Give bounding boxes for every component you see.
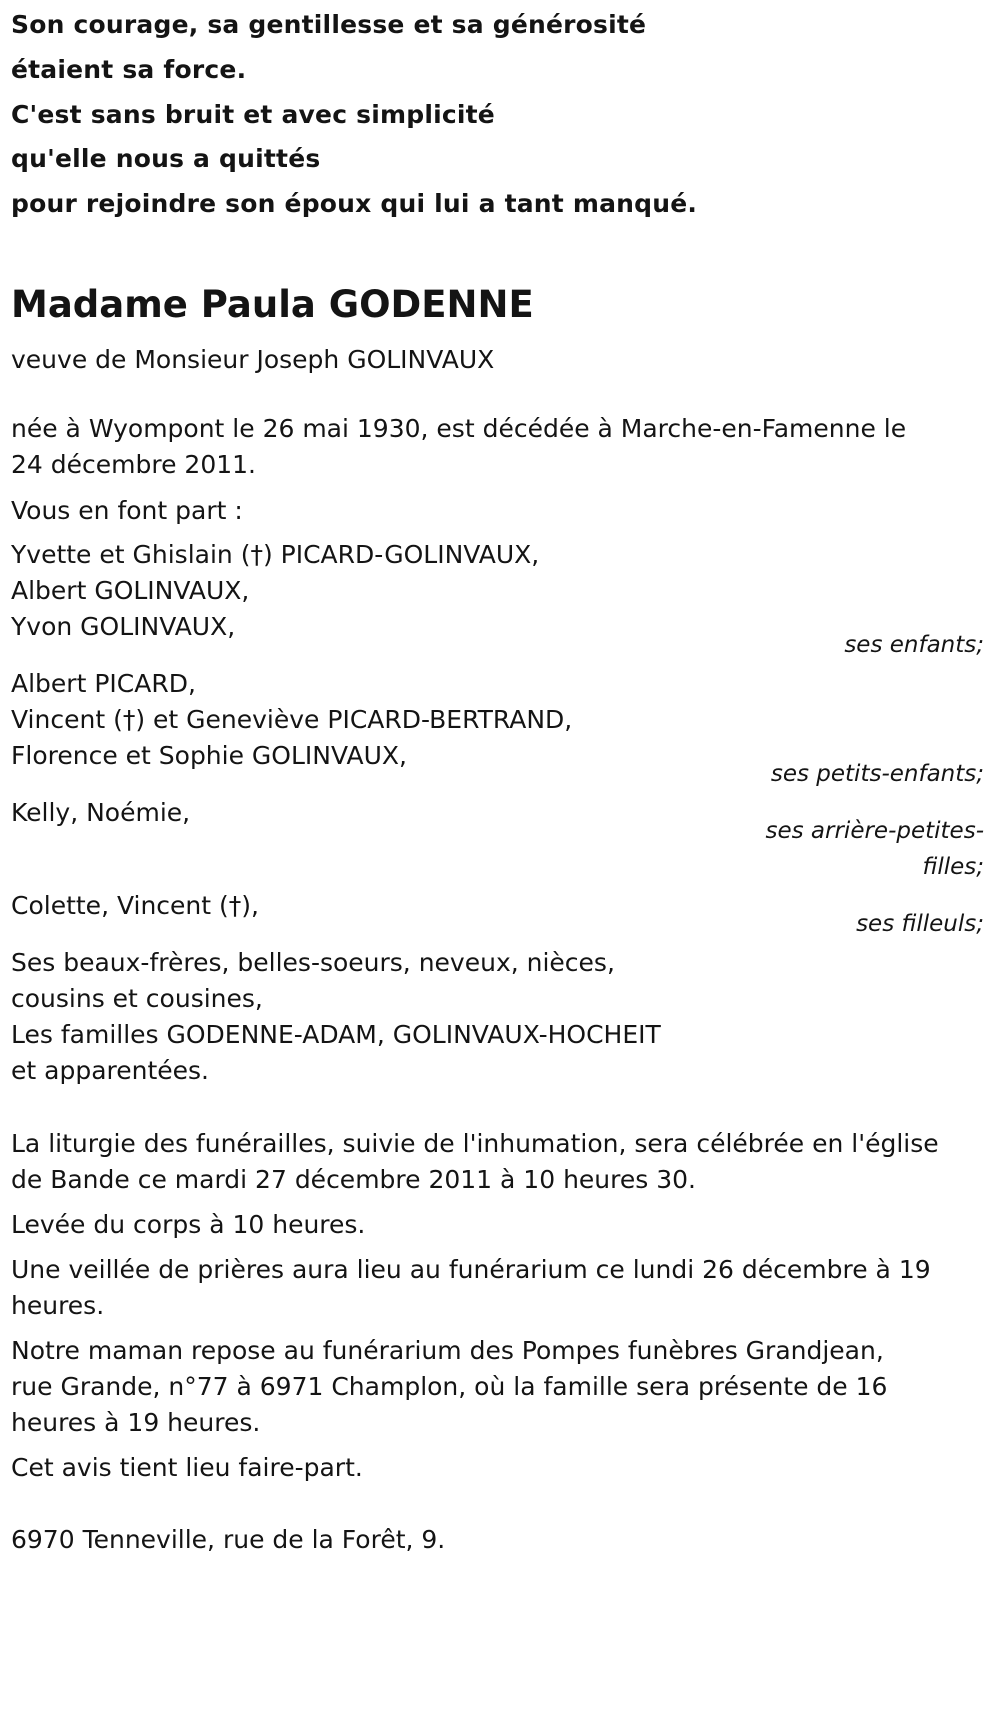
grandchild-line: Florence et Sophie GOLINVAUX, xyxy=(11,741,407,770)
vigil-line: Une veillée de prières aura lieu au funérarium ce lundi 26 décembre à 19 xyxy=(11,1255,931,1284)
widow-of: veuve de Monsieur Joseph GOLINVAUX xyxy=(11,345,495,374)
family-line: Les familles GODENNE-ADAM, GOLINVAUX-HOCHEIT xyxy=(11,1020,661,1049)
family-line: et apparentées. xyxy=(11,1056,209,1085)
rest-line: rue Grande, n°77 à 6971 Champlon, où la famille sera présente de 16 xyxy=(11,1372,888,1401)
liturgy-line: La liturgie des funérailles, suivie de l'inhumation, sera célébrée en l'église xyxy=(11,1129,939,1158)
grandchild-line: Albert PICARD, xyxy=(11,669,196,698)
levee-line: Levée du corps à 10 heures. xyxy=(11,1210,366,1239)
child-line: Yvette et Ghislain (†) PICARD-GOLINVAUX, xyxy=(11,540,540,569)
birth-death-line: 24 décembre 2011. xyxy=(11,450,256,479)
great-granddaughter-line: Kelly, Noémie, xyxy=(11,798,191,827)
role-godchildren: ses filleuls; xyxy=(856,911,984,937)
child-line: Yvon GOLINVAUX, xyxy=(11,612,236,641)
vigil-line: heures. xyxy=(11,1291,105,1320)
poem-line: pour rejoindre son époux qui lui a tant manqué. xyxy=(11,189,698,218)
announce-line: Vous en font part : xyxy=(11,496,243,525)
rest-line: heures à 19 heures. xyxy=(11,1408,261,1437)
grandchild-line: Vincent (†) et Geneviève PICARD-BERTRAND, xyxy=(11,705,573,734)
role-children: ses enfants; xyxy=(844,632,984,658)
child-line: Albert GOLINVAUX, xyxy=(11,576,250,605)
family-line: cousins et cousines, xyxy=(11,984,263,1013)
role-great-granddaughters-cont: filles; xyxy=(922,854,984,880)
liturgy-line: de Bande ce mardi 27 décembre 2011 à 10 heures 30. xyxy=(11,1165,696,1194)
deceased-name: Madame Paula GODENNE xyxy=(11,283,534,326)
poem-line: C'est sans bruit et avec simplicité xyxy=(11,100,495,129)
role-grandchildren: ses petits-enfants; xyxy=(770,761,984,787)
rest-line: Notre maman repose au funérarium des Pompes funèbres Grandjean, xyxy=(11,1336,884,1365)
family-line: Ses beaux-frères, belles-soeurs, neveux, nièces, xyxy=(11,948,615,977)
poem-line: Son courage, sa gentillesse et sa générosité xyxy=(11,10,647,39)
role-great-granddaughters: ses arrière-petites- xyxy=(765,818,984,844)
notice-line: Cet avis tient lieu faire-part. xyxy=(11,1453,363,1482)
godchild-line: Colette, Vincent (†), xyxy=(11,891,259,920)
address-line: 6970 Tenneville, rue de la Forêt, 9. xyxy=(11,1525,446,1554)
poem-line: étaient sa force. xyxy=(11,55,247,84)
birth-death-line: née à Wyompont le 26 mai 1930, est décédée à Marche-en-Famenne le xyxy=(11,414,907,443)
poem-line: qu'elle nous a quittés xyxy=(11,144,321,173)
